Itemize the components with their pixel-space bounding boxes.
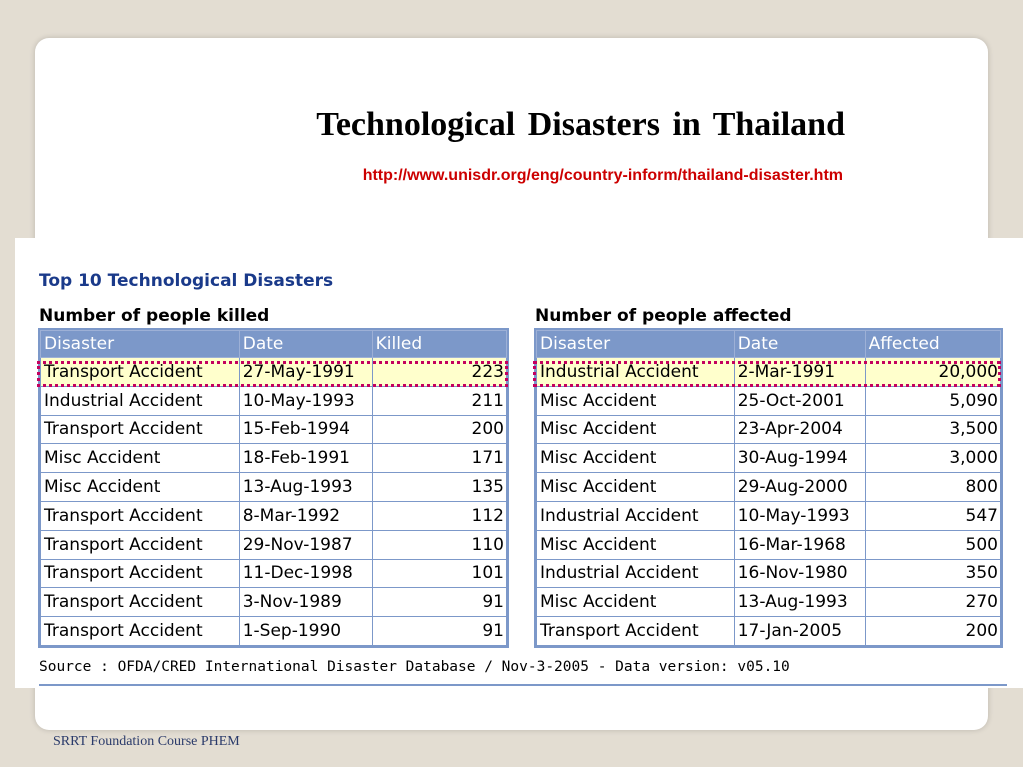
killed-heading: Number of people killed: [39, 306, 270, 326]
count-cell: 270: [865, 588, 1000, 617]
disaster-cell: Industrial Accident: [537, 358, 735, 387]
count-cell: 200: [372, 415, 506, 444]
disaster-cell: Misc Accident: [537, 415, 735, 444]
count-cell: 3,500: [865, 415, 1000, 444]
date-cell: 3-Nov-1989: [239, 588, 372, 617]
table-row: [537, 444, 1001, 473]
count-cell: 500: [865, 530, 1000, 559]
count-cell: 350: [865, 559, 1000, 588]
source-url-link[interactable]: http://www.unisdr.org/eng/country-inform/thailand-disaster.htm: [362, 167, 843, 184]
column-header: Disaster: [41, 331, 240, 358]
date-cell: 17-Jan-2005: [734, 617, 865, 646]
count-cell: 91: [372, 617, 506, 646]
disaster-cell: Industrial Accident: [41, 386, 240, 415]
table-row: [41, 415, 507, 444]
disaster-cell: Misc Accident: [41, 473, 240, 502]
count-cell: 3,000: [865, 444, 1000, 473]
disaster-cell: Misc Accident: [537, 386, 735, 415]
date-cell: 13-Aug-1993: [239, 473, 372, 502]
table-row: [537, 588, 1001, 617]
date-cell: 18-Feb-1991: [239, 444, 372, 473]
column-header: Affected: [865, 331, 1000, 358]
date-cell: 15-Feb-1994: [239, 415, 372, 444]
count-cell: 110: [372, 530, 506, 559]
count-cell: 101: [372, 559, 506, 588]
divider: [39, 684, 1007, 686]
table-row: [537, 415, 1001, 444]
date-cell: 23-Apr-2004: [734, 415, 865, 444]
disaster-cell: Transport Accident: [41, 415, 240, 444]
date-cell: 16-Mar-1968: [734, 530, 865, 559]
disaster-cell: Misc Accident: [537, 588, 735, 617]
table-row: [41, 386, 507, 415]
disaster-cell: Transport Accident: [41, 530, 240, 559]
date-cell: 1-Sep-1990: [239, 617, 372, 646]
table-row: [41, 501, 507, 530]
slide-title: Technological Disasters in Thailand: [316, 106, 845, 143]
highlight-box-affected: [533, 361, 1001, 387]
date-cell: 27-May-1991: [239, 358, 372, 387]
date-cell: 25-Oct-2001: [734, 386, 865, 415]
source-note: Source : OFDA/CRED International Disaster Database / Nov-3-2005 - Data version: v05.10: [39, 659, 790, 675]
disaster-cell: Misc Accident: [537, 444, 735, 473]
disaster-cell: Industrial Accident: [537, 501, 735, 530]
count-cell: 5,090: [865, 386, 1000, 415]
table-row: [41, 588, 507, 617]
disaster-cell: Misc Accident: [41, 444, 240, 473]
disaster-cell: Transport Accident: [41, 559, 240, 588]
table-row: [41, 617, 507, 646]
table-row: [41, 530, 507, 559]
table-row: [537, 386, 1001, 415]
table-row: [537, 559, 1001, 588]
date-cell: 30-Aug-1994: [734, 444, 865, 473]
disaster-cell: Transport Accident: [537, 617, 735, 646]
table-header-row: [41, 331, 507, 358]
count-cell: 800: [865, 473, 1000, 502]
disaster-cell: Industrial Accident: [537, 559, 735, 588]
disaster-cell: Transport Accident: [41, 358, 240, 387]
highlight-box-killed: [37, 361, 508, 387]
count-cell: 211: [372, 386, 506, 415]
date-cell: 2-Mar-1991: [734, 358, 865, 387]
affected-heading: Number of people affected: [535, 306, 792, 326]
date-cell: 8-Mar-1992: [239, 501, 372, 530]
column-header: Date: [734, 331, 865, 358]
column-header: Date: [239, 331, 372, 358]
footer-text: SRRT Foundation Course PHEM: [53, 734, 240, 749]
disaster-panel: [15, 238, 1023, 688]
table-row: [41, 444, 507, 473]
column-header: Killed: [372, 331, 506, 358]
count-cell: 91: [372, 588, 506, 617]
count-cell: 135: [372, 473, 506, 502]
date-cell: 10-May-1993: [734, 501, 865, 530]
table-row: [41, 473, 507, 502]
date-cell: 16-Nov-1980: [734, 559, 865, 588]
disaster-cell: Misc Accident: [537, 530, 735, 559]
date-cell: 13-Aug-1993: [734, 588, 865, 617]
count-cell: 20,000: [865, 358, 1000, 387]
column-header: Disaster: [537, 331, 735, 358]
table-row: [537, 530, 1001, 559]
slide-title-wrap: [0, 106, 1023, 150]
table-row: [537, 617, 1001, 646]
count-cell: 171: [372, 444, 506, 473]
table-row: [41, 559, 507, 588]
count-cell: 223: [372, 358, 506, 387]
panel-title: Top 10 Technological Disasters: [39, 271, 334, 291]
table-row: [537, 501, 1001, 530]
table-row: [537, 473, 1001, 502]
count-cell: 200: [865, 617, 1000, 646]
disaster-cell: Transport Accident: [41, 588, 240, 617]
date-cell: 11-Dec-1998: [239, 559, 372, 588]
disaster-cell: Transport Accident: [41, 617, 240, 646]
date-cell: 10-May-1993: [239, 386, 372, 415]
disaster-cell: Misc Accident: [537, 473, 735, 502]
count-cell: 547: [865, 501, 1000, 530]
disaster-cell: Transport Accident: [41, 501, 240, 530]
table-header-row: [537, 331, 1001, 358]
date-cell: 29-Nov-1987: [239, 530, 372, 559]
count-cell: 112: [372, 501, 506, 530]
date-cell: 29-Aug-2000: [734, 473, 865, 502]
